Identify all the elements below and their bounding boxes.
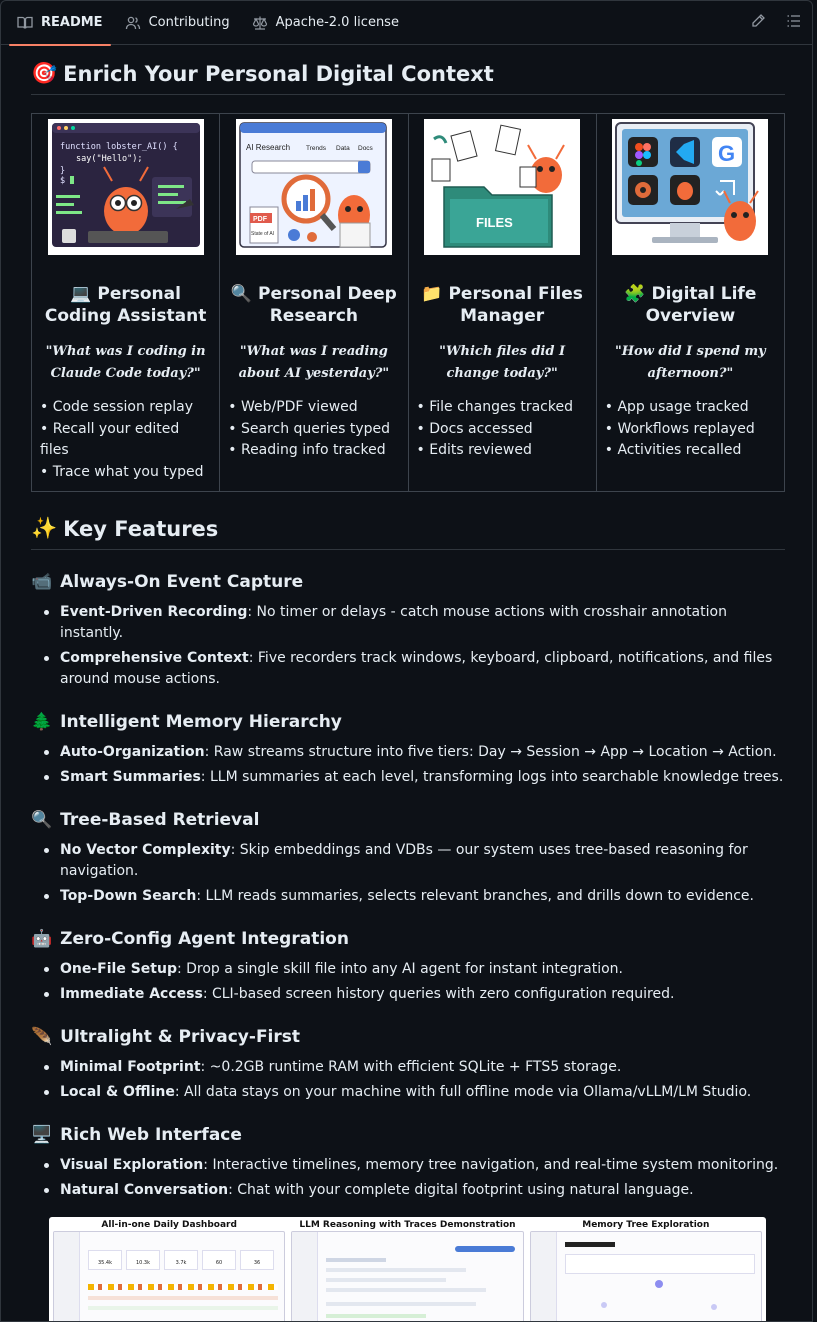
feature-heading (31, 810, 785, 830)
tab-readme-label: README (41, 15, 103, 30)
section-title: Key Features (63, 516, 219, 541)
feature-title: Tree-Based Retrieval (60, 810, 260, 830)
feature-heading (31, 929, 785, 949)
feature-bullet-text: : LLM reads summaries, selects relevant branches, and drills down to evidence. (196, 888, 754, 904)
list-item: • Workflows replayed (605, 419, 776, 441)
robot-icon: 🤖 (31, 929, 53, 949)
card-title: 📁 Personal Files Manager (421, 284, 583, 326)
feature-bullets (31, 1155, 785, 1201)
list-item (60, 648, 785, 690)
list-item (60, 767, 785, 788)
feature-bullet-label: Visual Exploration (60, 1157, 204, 1173)
feature-heading (31, 712, 785, 732)
stat-card: 10.3k (126, 1250, 160, 1270)
tab-contributing[interactable] (117, 1, 238, 45)
screenshot-dashboard (53, 1219, 285, 1322)
list-item (60, 602, 785, 644)
list-item (60, 1155, 785, 1176)
stat-card: 3.7k (164, 1250, 198, 1270)
feature-bullets (31, 602, 785, 690)
readme-tabbar (1, 1, 812, 45)
list-item: • App usage tracked (605, 397, 776, 419)
screenshot-image (291, 1231, 523, 1322)
feature-heading (31, 572, 785, 592)
section-title: Enrich Your Personal Digital Context (63, 61, 494, 86)
feature-bullet-label: Top-Down Search (60, 888, 197, 904)
list-item: • File changes tracked (417, 397, 588, 419)
feature-bullets (31, 1057, 785, 1103)
files-manager-illustration (424, 119, 580, 255)
stat-card: 60 (202, 1250, 236, 1270)
svg-text:Data: Data (335, 145, 350, 152)
feature-bullet-text: : No timer or delays - catch mouse actions with crosshair annotation instantly. (60, 604, 727, 641)
puzzle-icon: 🧩 (624, 284, 646, 304)
feature-title: Always-On Event Capture (60, 572, 304, 592)
feature-bullets (31, 959, 785, 1005)
svg-text:say("Hello");: say("Hello"); (75, 154, 143, 164)
svg-text:$: $ (59, 176, 65, 186)
feature-bullet-label: One-File Setup (60, 961, 177, 977)
card-feature-list (40, 397, 211, 483)
list-item (60, 742, 785, 763)
list-item: • Activities recalled (605, 440, 776, 462)
feature-bullet-label: Smart Summaries (60, 769, 201, 785)
tab-readme[interactable] (9, 1, 111, 45)
svg-text:G: G (718, 141, 736, 166)
features-list (31, 572, 785, 1201)
section-heading-context (31, 45, 785, 95)
feature-bullets (31, 742, 785, 788)
svg-text:}: } (59, 166, 65, 176)
card-feature-list (228, 397, 399, 462)
list-item (60, 840, 785, 882)
card-quote: "How did I spend my afternoon?" (614, 344, 766, 381)
screenshot-llm-reasoning (291, 1219, 523, 1322)
svg-text:Trends: Trends (305, 145, 326, 152)
card-title: 🔍 Personal Deep Research (230, 284, 397, 326)
screenshot-memory-tree (530, 1219, 762, 1322)
feature-bullet-text: : Chat with your complete digital footprint using natural language. (228, 1182, 694, 1198)
list-item: • Reading info tracked (228, 440, 399, 462)
card-feature-list (417, 397, 588, 462)
magnifier-icon: 🔍 (31, 810, 53, 830)
screenshot-title: LLM Reasoning with Traces Demonstration (299, 1220, 516, 1230)
svg-text:function lobster_AI() {: function lobster_AI() { (59, 142, 178, 152)
readme-content (31, 45, 785, 1322)
list-item: • Recall your edited files (40, 419, 211, 462)
feature-bullet-label: No Vector Complexity (60, 842, 231, 858)
laptop-icon: 💻 (70, 284, 92, 304)
feather-icon: 🪶 (31, 1027, 53, 1047)
screenshot-image (530, 1231, 762, 1322)
list-item: • Docs accessed (417, 419, 588, 441)
list-item (60, 1057, 785, 1078)
use-case-card (32, 114, 220, 492)
card-quote: "What was I reading about AI yesterday?" (238, 344, 390, 381)
feature-bullet-label: Natural Conversation (60, 1182, 229, 1198)
feature-bullet-label: Local & Offline (60, 1084, 175, 1100)
law-icon (252, 15, 268, 31)
card-quote: "What was I coding in Claude Code today?" (45, 344, 206, 381)
list-item (60, 984, 785, 1005)
svg-text:State of AI: State of AI (250, 231, 274, 237)
feature-heading (31, 1027, 785, 1047)
tab-license-label: Apache-2.0 license (275, 15, 399, 30)
target-icon: 🎯 (31, 61, 58, 85)
screenshot-title: Memory Tree Exploration (582, 1220, 710, 1230)
feature-title: Intelligent Memory Hierarchy (60, 712, 342, 732)
folder-icon: 📁 (421, 284, 443, 304)
svg-text:Docs: Docs (357, 145, 373, 152)
book-icon (17, 15, 33, 31)
feature-bullet-text: : Five recorders track windows, keyboard, clipboard, notifications, and files around mouse actions. (60, 650, 773, 687)
svg-text:PDF: PDF (252, 216, 267, 223)
card-quote: "Which files did I change today?" (439, 344, 566, 381)
svg-text:FILES: FILES (476, 215, 513, 230)
card-feature-list (605, 397, 776, 462)
feature-bullet-label: Immediate Access (60, 986, 203, 1002)
card-title: 💻 Personal Coding Assistant (44, 284, 207, 326)
feature-title: Zero-Config Agent Integration (60, 929, 349, 949)
list-item: • Code session replay (40, 397, 211, 419)
use-case-card (408, 114, 596, 492)
screenshot-title: All-in-one Daily Dashboard (101, 1220, 237, 1230)
feature-bullet-text: : CLI-based screen history queries with zero configuration required. (202, 986, 675, 1002)
feature-bullet-text: : Skip embeddings and VDBs — our system uses tree-based reasoning for navigation. (60, 842, 748, 879)
feature-bullet-label: Auto-Organization (60, 744, 205, 760)
use-case-card (596, 114, 784, 492)
sparkles-icon: ✨ (31, 516, 58, 540)
list-item: • Search queries typed (228, 419, 399, 441)
list-item: • Edits reviewed (417, 440, 588, 462)
list-item: • Web/PDF viewed (228, 397, 399, 419)
use-case-table (31, 113, 785, 492)
tree-icon: 🌲 (31, 712, 53, 732)
list-item (60, 959, 785, 980)
use-case-card (220, 114, 408, 492)
feature-bullet-text: : Raw streams structure into five tiers: Day → Session → App → Location → Action. (204, 744, 777, 760)
feature-bullet-text: : ~0.2GB runtime RAM with efficient SQLite + FTS5 storage. (200, 1059, 622, 1075)
feature-heading (31, 1125, 785, 1145)
card-title: 🧩 Digital Life Overview (624, 284, 757, 326)
feature-bullet-text: : Drop a single skill file into any AI agent for instant integration. (176, 961, 623, 977)
magnifier-icon: 🔍 (230, 284, 253, 304)
video-camera-icon: 📹 (31, 572, 53, 592)
tab-license[interactable] (244, 1, 407, 45)
coding-assistant-illustration (48, 119, 204, 255)
feature-bullet-label: Minimal Footprint (60, 1059, 201, 1075)
people-icon (125, 15, 141, 31)
pencil-icon[interactable] (750, 13, 766, 29)
list-item (60, 886, 785, 907)
deep-research-illustration (236, 119, 392, 255)
svg-text:AI Research: AI Research (245, 143, 290, 152)
feature-bullet-text: : All data stays on your machine with full offline mode via Ollama/vLLM/LM Studio. (174, 1084, 752, 1100)
digital-life-illustration (612, 119, 768, 255)
feature-bullet-label: Comprehensive Context (60, 650, 249, 666)
stat-card: 36 (240, 1250, 274, 1270)
feature-title: Rich Web Interface (60, 1125, 242, 1145)
feature-bullet-label: Event-Driven Recording (60, 604, 248, 620)
list-item: • Trace what you typed (40, 462, 211, 484)
tab-contributing-label: Contributing (148, 15, 230, 30)
list-item (60, 1180, 785, 1201)
feature-bullets (31, 840, 785, 907)
desktop-icon: 🖥️ (31, 1125, 53, 1145)
feature-bullet-text: : Interactive timelines, memory tree navigation, and real-time system monitoring. (203, 1157, 779, 1173)
screenshot-image (53, 1231, 285, 1322)
stat-card: 35.4k (88, 1250, 122, 1270)
section-heading-features (31, 500, 785, 550)
feature-bullet-text: : LLM summaries at each level, transforming logs into searchable knowledge trees. (200, 769, 784, 785)
list-item (60, 1082, 785, 1103)
web-interface-screenshots (49, 1217, 766, 1322)
list-outline-icon[interactable] (786, 13, 802, 29)
feature-title: Ultralight & Privacy-First (60, 1027, 301, 1047)
